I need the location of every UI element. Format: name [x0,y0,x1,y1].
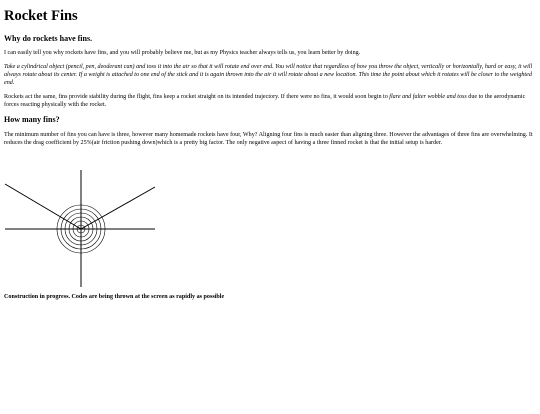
construction-notice: Construction in progress. Codes are being thrown at the screen as rapidly as possible [4,293,225,300]
stability-text-end: due to the aerodynamic forces reacting physically with the rocket. [4,94,526,109]
stability-text-italic: flare and falter wobble and toss [389,94,467,101]
stability-paragraph [4,93,536,109]
section-heading-why-fins: Why do rockets have fins. [4,33,93,43]
fin-arm-upper-left [5,184,81,229]
stability-text-start: Rockets act the same, fins provide stability during the flight, fins keep a rocket straight on its intended trajectory. If there were no fins, it would soon begin to [4,94,390,101]
experiment-paragraph: Take a cylindrical object (pencil, pen, deoderant can) and toss it into the air so that it will rotate end over end. You will notice that regardless of how you throw the object, vertically or horizontally, hard or easy, it will always rotate about its center. If a weight is attached to one end of the stick and it is again thrown into the air it will rotate about a new location. This time the point about which it rotates will be closer to the weighted end. [4,64,533,87]
section-heading-how-many-fins: How many fins? [4,115,60,125]
page [0,9,540,300]
three-fin-arms [5,184,155,229]
intro-paragraph: I can easily tell you why rockets have fins, and you will probably believe me, but as my Physics teacher always tells us, you learn better by doing. [4,50,361,57]
page-title: Rocket Fins [4,8,78,24]
fin-count-paragraph: The minimum number of fins you can have is three, however many homemade rockets have four, Why? Aligning four fins is much easier than aligning three. However the advantages of three fins are overwhelming. It reduces the drag coefficient by 25%(air friction pushing down)which is a pretty big factor. The only negative aspect of having a three finned rocket is that the initial setup is harder. [4,131,533,146]
fin-diagram [4,153,164,288]
